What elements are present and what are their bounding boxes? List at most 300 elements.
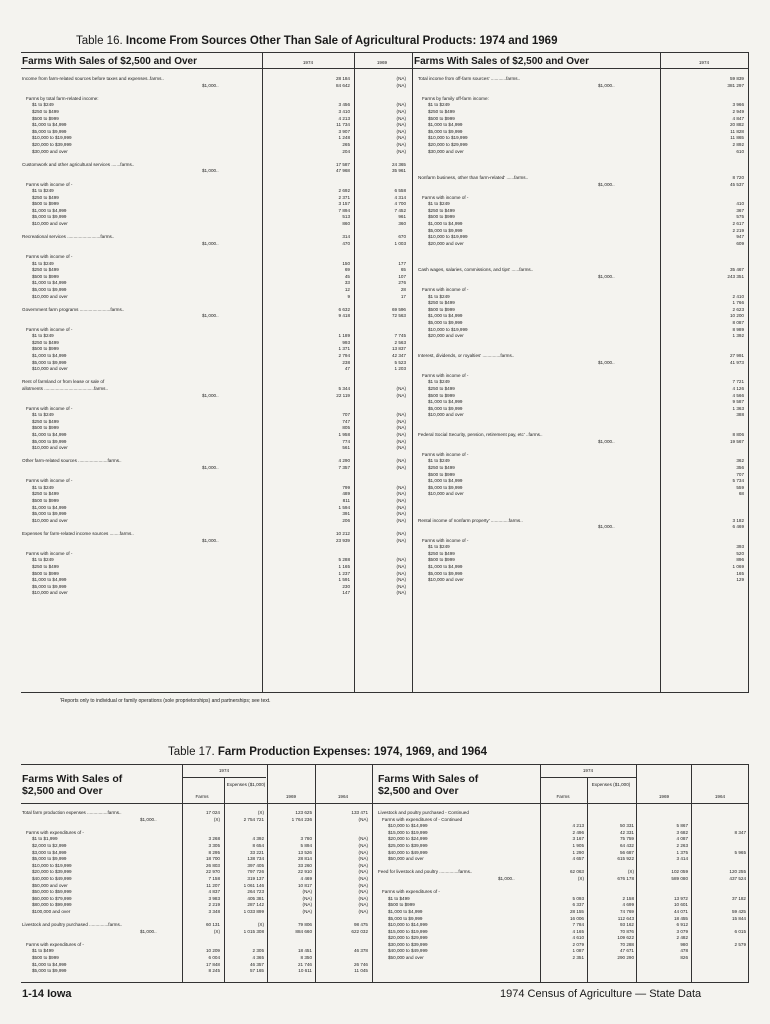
table-row xyxy=(22,188,407,195)
table17-right-heading-line1: Farms With Sales of xyxy=(378,773,479,785)
row-value-v1: 1 958 xyxy=(338,432,350,438)
row-label: $250 to $499 xyxy=(428,108,455,114)
table-row xyxy=(22,810,370,817)
table-row xyxy=(418,247,746,254)
table-row xyxy=(22,916,370,923)
row-label: $10,000 and over xyxy=(32,221,68,227)
table-row xyxy=(378,909,746,916)
row-label: $5,000 to $9,999 xyxy=(428,484,463,490)
row-label: $1 to $249 xyxy=(428,458,450,464)
table-row xyxy=(418,551,746,558)
row-label: $1,000.. xyxy=(202,313,219,319)
table-row xyxy=(22,498,407,505)
row-value-c: 22 910 xyxy=(297,869,312,875)
row-label: $1,000.. xyxy=(140,816,157,822)
row-label: Total income from off-farm sources' ............farms.. xyxy=(418,76,521,81)
row-value-v1: 147 xyxy=(342,590,350,596)
row-value-v1: 2 617 xyxy=(732,221,744,227)
row-value-v1: 41 973 xyxy=(729,359,744,365)
row-label: $1,000 to $4,999 xyxy=(32,432,67,438)
table-row xyxy=(418,505,746,512)
row-value-v2: (NA) xyxy=(396,458,406,464)
row-value-c: 18 451 xyxy=(297,948,312,954)
table16-title-text: Income From Sources Other Than Sale of Agricultural Products: 1974 and 1969 xyxy=(125,35,558,47)
row-value-v2: (NA) xyxy=(396,122,406,128)
row-value-v1: 381 297 xyxy=(727,82,744,88)
row-value-v1: 10 212 xyxy=(335,530,350,536)
row-value-c: 4 469 xyxy=(300,875,312,881)
table-row xyxy=(418,320,746,327)
row-label: $10,000 to $14,999 xyxy=(388,922,428,928)
row-label: $50,000 and over xyxy=(388,856,424,862)
row-label: $40,000 to $49,999 xyxy=(388,948,428,954)
row-value-c: 2 263 xyxy=(676,842,688,848)
row-label: $5,000 to $9,999 xyxy=(32,128,67,134)
table-row xyxy=(22,333,407,340)
row-label: $10,000 to $19,999 xyxy=(428,234,468,240)
row-value-v2: 276 xyxy=(398,280,406,286)
table-row xyxy=(418,142,746,149)
table-row xyxy=(22,221,407,228)
row-label: Interest, dividends, or royalties' ..............farms.. xyxy=(418,352,515,358)
table-row xyxy=(418,129,746,136)
row-value-a: 62 063 xyxy=(569,869,584,875)
row-label: Farms with income of - xyxy=(422,537,469,543)
row-value-v1: 6 469 xyxy=(732,524,744,530)
row-value-v2: (NA) xyxy=(396,392,406,398)
table-row xyxy=(418,432,746,439)
table-row xyxy=(22,195,407,202)
row-label: $3,000 to $4,999 xyxy=(32,849,67,855)
table-row xyxy=(418,96,746,103)
row-value-v2: (NA) xyxy=(396,557,406,563)
row-value-v1: 4 566 xyxy=(732,392,744,398)
table-row xyxy=(418,195,746,202)
table16-col-1969: 1969 xyxy=(376,60,388,65)
table-row xyxy=(378,916,746,923)
table-row xyxy=(418,307,746,314)
table-row xyxy=(22,962,370,969)
table17-right-heading xyxy=(378,773,478,797)
table-row xyxy=(378,883,746,890)
table-row xyxy=(418,524,746,531)
table-row xyxy=(22,909,370,916)
row-value-b: 2 754 721 xyxy=(243,816,264,822)
row-value-d: 8 347 xyxy=(734,829,746,835)
row-value-d: (NA) xyxy=(358,856,368,862)
row-label: Farms with income of - xyxy=(422,451,469,457)
row-label: $250 to $499 xyxy=(428,207,455,213)
table-row xyxy=(22,116,407,123)
table-row xyxy=(418,162,746,169)
row-value-c: 980 xyxy=(680,941,688,947)
table-row xyxy=(22,406,407,413)
row-value-v2: (NA) xyxy=(396,570,406,576)
row-label: $500 to $999 xyxy=(428,471,455,477)
row-value-c: 2 482 xyxy=(676,935,688,941)
table-row xyxy=(22,327,407,334)
row-label: $500 to $999 xyxy=(428,306,455,312)
table-row xyxy=(22,280,407,287)
table-row xyxy=(378,896,746,903)
table-row xyxy=(418,366,746,373)
row-label: $250 to $499 xyxy=(32,563,59,569)
table-row xyxy=(22,439,407,446)
row-label: $1 to $1,999 xyxy=(32,836,58,842)
row-value-d: (NA) xyxy=(358,902,368,908)
table-row xyxy=(418,399,746,406)
table-row xyxy=(22,346,407,353)
row-value-v1: 45 537 xyxy=(729,181,744,187)
row-label: Farms with income of - xyxy=(26,478,73,484)
table-row xyxy=(22,929,370,936)
row-value-a: 2 079 xyxy=(572,941,584,947)
row-value-v1: 520 xyxy=(736,550,744,556)
table-row xyxy=(418,201,746,208)
row-value-a: 4 165 xyxy=(572,928,584,934)
row-value-a: (X) xyxy=(577,875,584,881)
row-label: Expenses for farm-related income sources ........farms.. xyxy=(22,530,134,536)
row-value-v2: (NA) xyxy=(396,498,406,503)
row-label: $1,000 to $4,999 xyxy=(388,908,423,914)
row-value-b: 138 734 xyxy=(247,856,264,862)
row-value-a: 10 209 xyxy=(205,948,220,954)
row-value-v1: 47 968 xyxy=(335,168,350,174)
table-row xyxy=(22,208,407,215)
row-value-v2: (NA) xyxy=(396,491,406,497)
row-value-v1: 238 xyxy=(342,359,350,365)
table-row xyxy=(418,234,746,241)
row-value-a: 4 657 xyxy=(572,856,584,862)
table-row xyxy=(22,896,370,903)
row-value-d: (NA) xyxy=(358,862,368,868)
row-value-v2: 2 563 xyxy=(394,339,406,345)
row-value-v1: 22 119 xyxy=(336,392,350,398)
row-label: $1,000 to $4,999 xyxy=(428,122,463,128)
row-value-b: 42 331 xyxy=(619,829,634,835)
row-value-c: 28 814 xyxy=(297,856,312,862)
row-value-v1: 513 xyxy=(342,214,350,220)
row-label: $5,000 to $9,999 xyxy=(428,405,463,411)
table-row xyxy=(22,531,407,538)
table-row xyxy=(378,889,746,896)
table16-number: Table 16. xyxy=(76,35,123,47)
row-value-v1: 230 xyxy=(342,583,350,589)
row-value-v2: (NA) xyxy=(396,425,406,431)
row-label: $250 to $499 xyxy=(428,300,455,306)
row-value-c: 1 375 xyxy=(676,849,688,855)
row-value-a: 11 207 xyxy=(206,882,220,888)
row-value-v1: 609 xyxy=(736,240,744,246)
row-value-v2: (NA) xyxy=(396,385,406,391)
row-value-v1: 9 xyxy=(347,293,350,299)
row-label: Livestock and poultry purchased ...............farms.. xyxy=(22,922,123,928)
row-value-v1: 1 594 xyxy=(338,504,350,510)
row-label: $2,000 to $2,999 xyxy=(32,842,67,848)
row-value-v2: (NA) xyxy=(396,517,406,523)
row-value-v1: 35 467 xyxy=(729,267,744,273)
table-row xyxy=(22,393,407,400)
table17-right-col-1974: 1974 xyxy=(582,768,594,773)
row-label: $1,000 to $4,999 xyxy=(32,961,67,967)
row-label: $25,000 to $39,999 xyxy=(388,842,428,848)
row-value-v2: 5 523 xyxy=(394,359,406,365)
row-value-b: 56 687 xyxy=(619,849,634,855)
row-value-a: 6 337 xyxy=(572,902,584,908)
row-label: Farms with expenditures of - Continued xyxy=(382,816,463,822)
table-row xyxy=(418,564,746,571)
row-value-b: 109 622 xyxy=(617,935,634,941)
table-row xyxy=(22,948,370,955)
row-value-v1: 7 894 xyxy=(338,207,350,213)
table-row xyxy=(378,823,746,830)
table16-right-body xyxy=(418,76,746,584)
row-label: $1 to $249 xyxy=(32,188,54,194)
table-row xyxy=(22,89,407,96)
row-value-d: (NA) xyxy=(358,908,368,914)
table-row xyxy=(22,399,407,406)
row-value-d: (NA) xyxy=(358,875,368,881)
table-row xyxy=(22,557,407,564)
row-value-v1: 2 949 xyxy=(732,108,744,114)
row-value-v2: 7 745 xyxy=(394,333,406,339)
row-label: $5,000 to $9,999 xyxy=(32,968,67,974)
table-row xyxy=(378,929,746,936)
row-value-v1: 8 720 xyxy=(732,174,744,180)
row-value-d: 26 746 xyxy=(353,961,368,967)
row-label: $50,000 to $59,999 xyxy=(32,889,72,895)
table-row xyxy=(418,182,746,189)
row-value-v2: (NA) xyxy=(396,82,406,88)
row-value-v1: 3 182 xyxy=(732,517,744,523)
row-label: $80,000 to $99,999 xyxy=(32,902,72,908)
row-label: $500 to $999 xyxy=(32,498,59,503)
row-label: $1,000.. xyxy=(598,273,615,279)
row-value-v1: 6 632 xyxy=(338,306,350,312)
row-value-a: 28 155 xyxy=(569,908,584,914)
row-value-c: 18 455 xyxy=(673,915,688,921)
row-value-v1: 1 371 xyxy=(338,346,350,352)
table-row xyxy=(22,214,407,221)
row-label: $500 to $999 xyxy=(32,346,59,352)
row-label: $10,000 and over xyxy=(32,293,68,299)
table-row xyxy=(22,856,370,863)
page-footer-right: 1974 Census of Agriculture — State Data xyxy=(500,988,702,1000)
row-value-v1: 2 219 xyxy=(732,227,744,233)
row-value-a: 4 837 xyxy=(208,889,220,895)
table-row xyxy=(22,162,407,169)
row-value-v2: (NA) xyxy=(396,102,406,108)
table-row xyxy=(22,294,407,301)
table-row xyxy=(22,538,407,545)
table17-col-expenses: Expenses ($1,000) xyxy=(226,782,266,787)
row-value-d: (NA) xyxy=(358,842,368,848)
row-value-v1: 45 xyxy=(344,273,350,279)
table16-title xyxy=(76,35,557,47)
row-label: $1,000 to $4,999 xyxy=(428,221,463,227)
row-value-b: 50 331 xyxy=(619,823,634,829)
table-row xyxy=(378,902,746,909)
row-value-v1: 11 734 xyxy=(336,122,350,128)
row-value-b: 93 162 xyxy=(619,922,634,928)
table-row xyxy=(22,511,407,518)
row-label: $1,000.. xyxy=(598,359,615,365)
table-row xyxy=(418,221,746,228)
row-value-v1: 20 882 xyxy=(729,122,744,128)
table-row xyxy=(418,261,746,268)
row-value-b: 797 726 xyxy=(247,869,264,875)
table16-left-body xyxy=(22,76,407,597)
table-row xyxy=(418,393,746,400)
row-value-b: (X) xyxy=(627,869,634,875)
row-value-c: 13 972 xyxy=(673,895,688,901)
row-value-v2: (NA) xyxy=(396,148,406,154)
row-label: Feed for livestock and poultry ...............farms.. xyxy=(378,869,473,875)
row-value-v1: 391 xyxy=(342,511,350,517)
row-value-c: 478 xyxy=(680,948,688,954)
table-row xyxy=(378,817,746,824)
row-label: $500 to $999 xyxy=(32,955,59,961)
row-value-v1: 1 248 xyxy=(338,135,350,141)
row-value-v2: (NA) xyxy=(396,583,406,589)
table-row xyxy=(418,340,746,347)
row-label: $10,000 to $19,999 xyxy=(32,862,72,868)
row-label: $1,000.. xyxy=(202,82,219,88)
row-value-c: 589 080 xyxy=(671,875,688,881)
table16-right-heading: Farms With Sales of $2,500 and Over xyxy=(414,56,589,67)
row-label: $1 to $249 xyxy=(32,260,54,266)
table-row xyxy=(22,922,370,929)
row-label: $10,000 and over xyxy=(32,590,68,596)
table-row xyxy=(22,425,407,432)
row-label: $1,000.. xyxy=(202,240,219,246)
row-label: $1,000 to $4,999 xyxy=(428,313,463,319)
row-value-d: (NA) xyxy=(358,869,368,875)
row-value-a: 22 970 xyxy=(205,869,220,875)
table-row xyxy=(418,116,746,123)
row-value-a: 2 351 xyxy=(572,955,584,961)
row-value-v1: 23 939 xyxy=(335,537,350,543)
row-value-b: 4 392 xyxy=(252,836,264,842)
table-row xyxy=(22,386,407,393)
table-row xyxy=(22,261,407,268)
row-value-b: 57 165 xyxy=(249,968,264,974)
row-value-d: 6 015 xyxy=(734,928,746,934)
table-row xyxy=(22,135,407,142)
row-value-a: 2 219 xyxy=(208,902,220,908)
table-row xyxy=(418,102,746,109)
row-value-v2: 42 347 xyxy=(391,352,406,358)
table17-left-heading-line1: Farms With Sales of xyxy=(22,773,123,785)
row-label: $250 to $499 xyxy=(428,465,455,471)
table-row xyxy=(378,810,746,817)
row-label: $1,000 to $4,999 xyxy=(32,122,67,128)
row-label: $500 to $999 xyxy=(32,201,59,207)
table17-title-text: Farm Production Expenses: 1974, 1969, and 1964 xyxy=(217,746,487,758)
row-value-v1: 7 357 xyxy=(338,465,350,471)
row-value-v2: 6 558 xyxy=(394,188,406,194)
row-value-c: 102 059 xyxy=(671,869,688,875)
row-label: $1,000 to $4,999 xyxy=(32,352,67,358)
row-value-v2: (NA) xyxy=(396,484,406,490)
row-value-v1: 559 xyxy=(736,484,744,490)
row-value-a: (X) xyxy=(213,928,220,934)
row-value-v1: 561 xyxy=(342,445,350,451)
table-row xyxy=(418,89,746,96)
row-value-v2: 4 700 xyxy=(394,201,406,207)
table16-footnote: 'Reports only to individual or family operations (sole proprietorships) and partnerships; see text. xyxy=(60,698,271,704)
row-value-b: 397 405 xyxy=(247,862,264,868)
row-value-a: 8 295 xyxy=(208,849,220,855)
row-value-d: (NA) xyxy=(358,849,368,855)
row-value-v2: (NA) xyxy=(396,141,406,147)
table-row xyxy=(418,538,746,545)
table-row xyxy=(418,419,746,426)
row-label: $500 to $999 xyxy=(32,570,59,576)
row-label: Farms with income of - xyxy=(422,372,469,378)
row-label: $500 to $999 xyxy=(32,425,59,431)
row-label: $1,000.. xyxy=(202,392,219,398)
table-row xyxy=(418,346,746,353)
row-value-b: 8 654 xyxy=(252,842,264,848)
row-value-c: 79 806 xyxy=(297,922,312,928)
table17-col-1974: 1974 xyxy=(218,768,230,773)
row-value-c: 3 682 xyxy=(676,829,688,835)
row-value-c: 4 087 xyxy=(676,836,688,842)
table-row xyxy=(378,869,746,876)
table17-left-heading-line2: $2,500 and Over xyxy=(22,785,103,797)
row-label: $5,000 to $9,999 xyxy=(428,319,463,325)
row-value-b: 70 288 xyxy=(619,941,634,947)
row-value-b: 1 015 308 xyxy=(243,928,264,934)
table-row xyxy=(418,241,746,248)
table-row xyxy=(22,254,407,261)
row-value-v1: 5 734 xyxy=(732,478,744,484)
table-row xyxy=(418,188,746,195)
row-label: $60,000 to $79,999 xyxy=(32,895,72,901)
table-row xyxy=(22,577,407,584)
row-label: $250 to $499 xyxy=(428,385,455,391)
row-value-d: 46 378 xyxy=(353,948,368,954)
row-value-v1: 33 xyxy=(344,280,350,286)
row-value-a: 7 158 xyxy=(208,875,220,881)
row-value-v1: 993 xyxy=(342,339,350,345)
row-label: $1 to $249 xyxy=(428,201,450,207)
row-value-v2: (NA) xyxy=(396,108,406,114)
row-label: $250 to $499 xyxy=(32,339,59,345)
row-value-v1: 896 xyxy=(736,557,744,563)
table-row xyxy=(22,590,407,597)
row-value-v1: 12 xyxy=(344,287,350,292)
row-value-v1: 2 892 xyxy=(732,141,744,147)
row-value-v1: 9 587 xyxy=(732,399,744,405)
row-value-v1: 165 xyxy=(736,570,744,576)
table-row xyxy=(418,214,746,221)
table-row xyxy=(22,817,370,824)
table-row xyxy=(22,452,407,459)
row-value-v2: (NA) xyxy=(396,511,406,517)
table-row xyxy=(418,294,746,301)
row-value-v2: (NA) xyxy=(396,412,406,418)
table-row xyxy=(22,458,407,465)
row-label: Farms with expenditures of - xyxy=(382,889,440,895)
row-value-v2: (NA) xyxy=(396,76,406,81)
table-row xyxy=(418,498,746,505)
table-row xyxy=(22,83,407,90)
row-value-c: 10 601 xyxy=(673,902,688,908)
table-row xyxy=(418,353,746,360)
row-value-v2: 17 xyxy=(400,293,406,299)
